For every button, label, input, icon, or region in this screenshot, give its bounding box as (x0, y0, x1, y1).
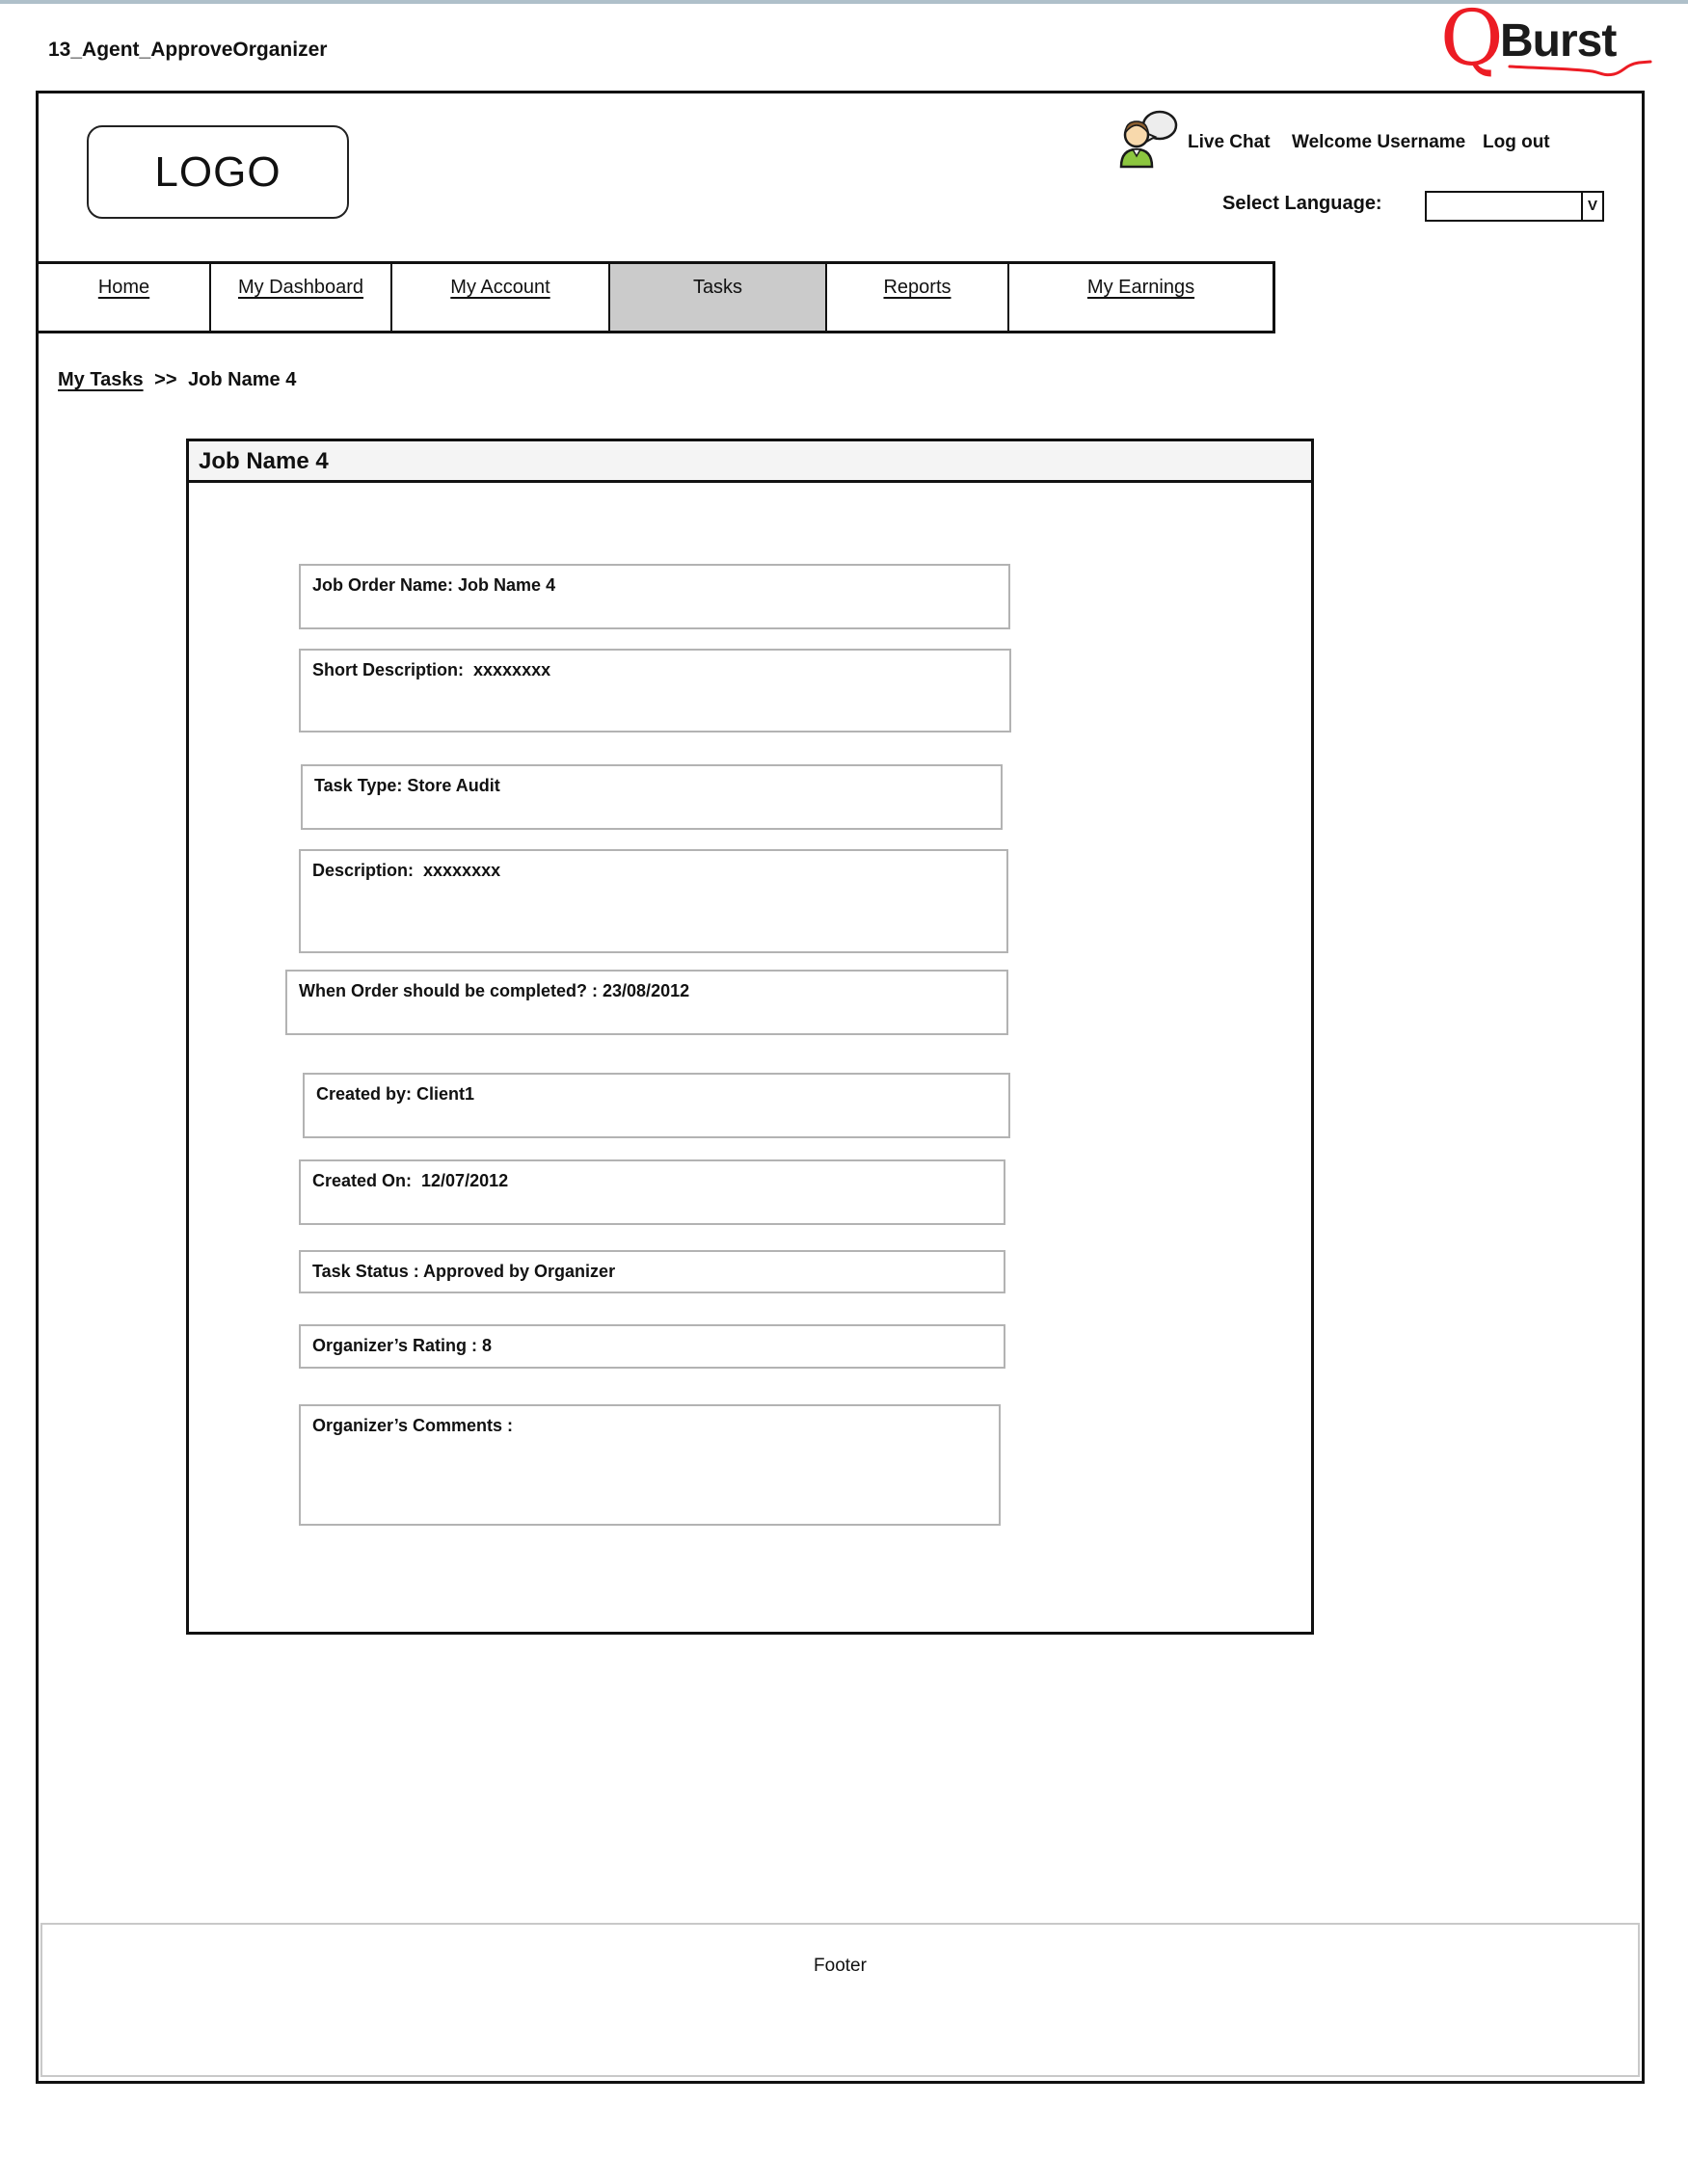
top-strip (0, 0, 1688, 4)
field-task-type-text: Task Type: Store Audit (314, 776, 500, 795)
panel-title: Job Name 4 (189, 441, 1311, 483)
qburst-swoosh-underline (1508, 60, 1652, 81)
welcome-username-label: Welcome Username (1292, 132, 1466, 152)
site-logo-placeholder (87, 125, 349, 219)
breadcrumb-my-tasks-link[interactable]: My Tasks (58, 369, 144, 390)
field-task-status-text: Task Status : Approved by Organizer (312, 1262, 616, 1281)
field-short-description-text: Short Description: xxxxxxxx (312, 660, 551, 679)
field-task-status (299, 1250, 1005, 1293)
qburst-logo (1436, 0, 1668, 81)
job-detail-panel (186, 439, 1314, 1635)
footer (40, 1923, 1640, 2077)
field-created-on (299, 1159, 1005, 1225)
nav-tab-tasks[interactable] (610, 264, 827, 331)
field-created-by-text: Created by: Client1 (316, 1084, 475, 1104)
field-job-order-name-text: Job Order Name: Job Name 4 (312, 575, 556, 595)
field-organizer-rating (299, 1324, 1005, 1369)
chevron-down-icon: V (1581, 193, 1602, 220)
logout-link[interactable]: Log out (1483, 132, 1550, 152)
field-created-by (303, 1073, 1010, 1138)
breadcrumb-current: Job Name 4 (188, 369, 297, 390)
site-logo-text: LOGO (154, 147, 281, 196)
nav-tab-my-earnings[interactable] (1009, 264, 1273, 331)
nav-tab-my-account-label: My Account (450, 277, 550, 298)
select-language-label: Select Language: (1222, 193, 1382, 214)
nav-tab-reports[interactable] (827, 264, 1009, 331)
nav-tab-home-label: Home (97, 277, 150, 298)
nav-tab-my-earnings-label: My Earnings (1086, 277, 1195, 298)
nav-tab-my-dashboard[interactable] (211, 264, 392, 331)
field-completion-date-text: When Order should be completed? : 23/08/2012 (299, 981, 690, 1000)
language-select[interactable] (1425, 191, 1604, 222)
language-select-value (1427, 193, 1581, 220)
field-description-text: Description: xxxxxxxx (312, 861, 501, 880)
nav-tab-home[interactable] (39, 264, 211, 331)
live-chat-icon[interactable] (1115, 109, 1183, 169)
field-completion-date (285, 970, 1008, 1035)
field-description (299, 849, 1008, 953)
field-organizer-comments (299, 1404, 1001, 1526)
field-organizer-rating-text: Organizer’s Rating : 8 (312, 1336, 493, 1355)
qburst-wordmark: Burst (1500, 15, 1617, 67)
breadcrumb (58, 369, 296, 391)
breadcrumb-separator: >> (154, 369, 177, 390)
field-created-on-text: Created On: 12/07/2012 (312, 1171, 509, 1190)
field-short-description (299, 649, 1011, 732)
field-organizer-comments-text: Organizer’s Comments : (312, 1416, 514, 1435)
qburst-q-letter: Q (1440, 0, 1504, 83)
nav-tab-tasks-label: Tasks (692, 277, 743, 298)
nav-tab-my-dashboard-label: My Dashboard (237, 277, 364, 298)
main-navigation (36, 261, 1275, 333)
page-title: 13_Agent_ApproveOrganizer (48, 39, 328, 61)
footer-label: Footer (814, 1956, 867, 1976)
live-chat-link[interactable]: Live Chat (1188, 132, 1271, 152)
field-job-order-name (299, 564, 1010, 629)
nav-tab-reports-label: Reports (883, 277, 951, 298)
panel-body (189, 483, 1311, 1629)
field-task-type (301, 764, 1003, 830)
nav-tab-my-account[interactable] (392, 264, 610, 331)
